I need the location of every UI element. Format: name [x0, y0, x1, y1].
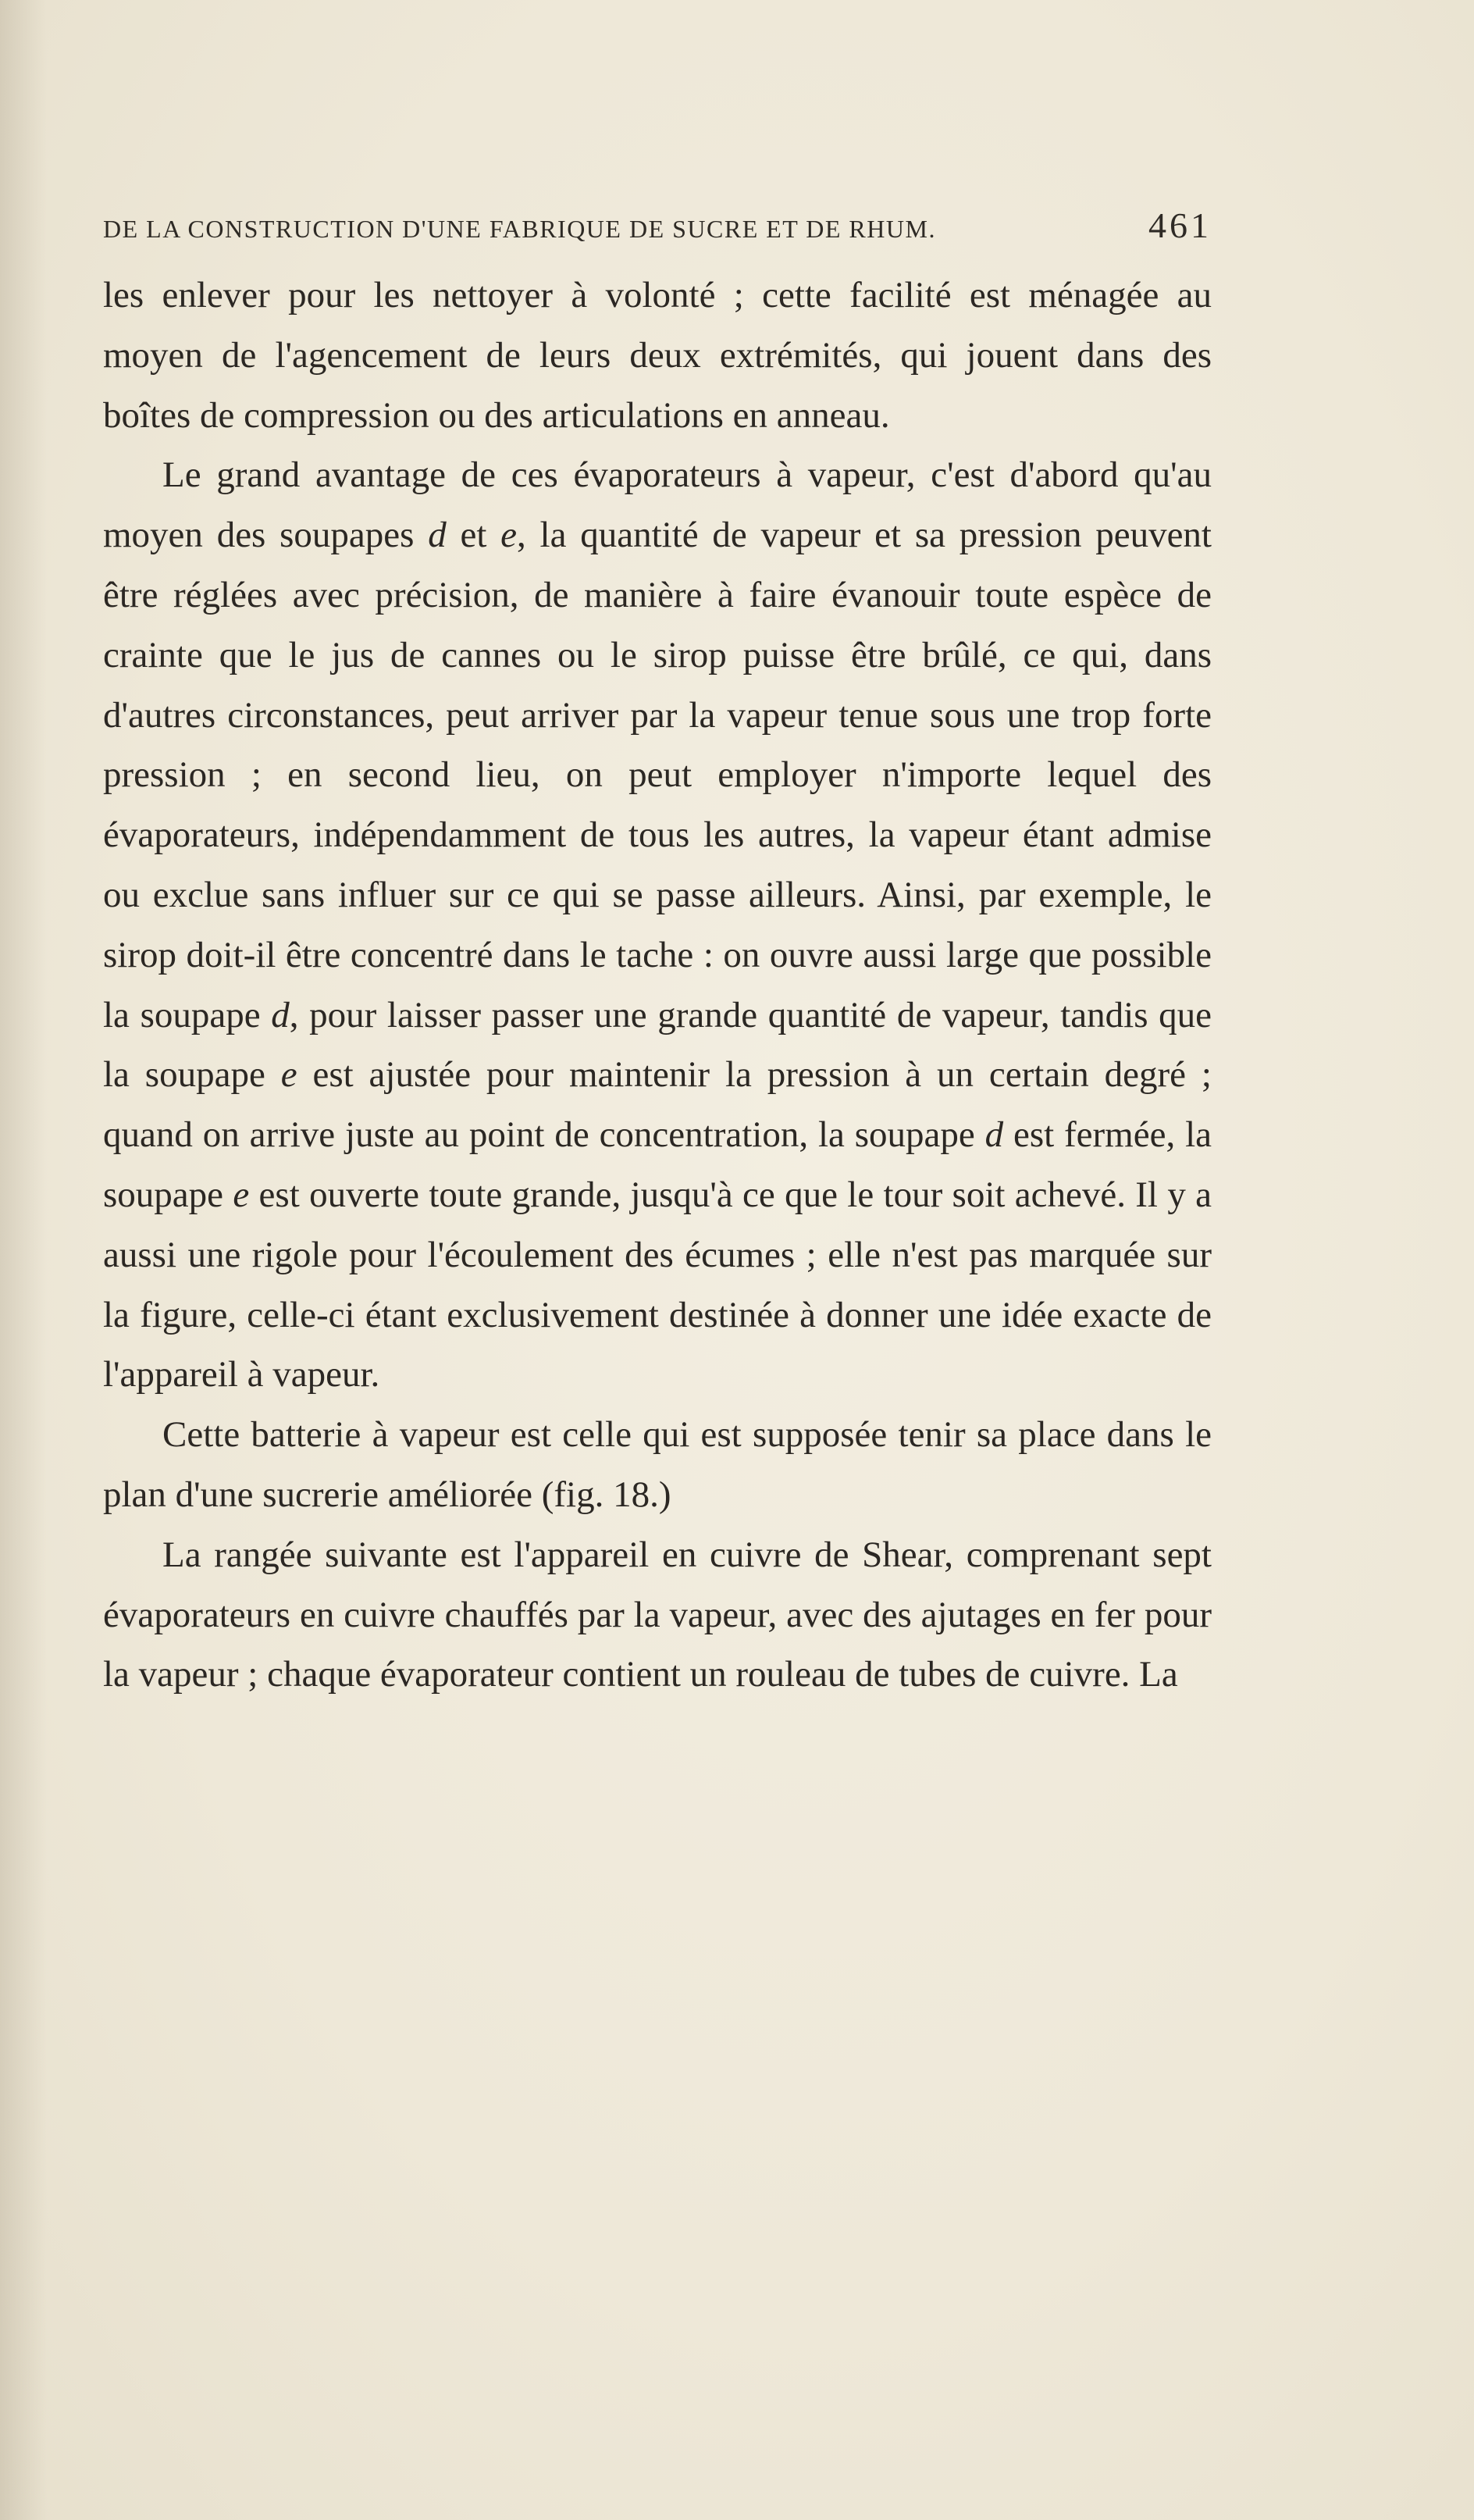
- paragraph-2-text-6: est fermée, la soupape: [103, 1114, 1212, 1215]
- paragraph-2-text-4: , pour laisser passer une grande quantité de vapeur, tandis que la soupape: [103, 994, 1212, 1096]
- paragraph-4-text: La rangée suivante est l'appareil en cuivre de Shear, comprenant sept évaporateurs en cuivre chauffés par la vapeur, avec des ajutages en fer pour la vapeur ; chaque évaporateur contient un rouleau de tubes de cuivre. La: [103, 1534, 1212, 1695]
- running-head: [103, 205, 1212, 251]
- valve-e-label: e: [233, 1174, 250, 1215]
- valve-e-label: e: [280, 1054, 297, 1096]
- valve-e-label: e: [500, 515, 518, 556]
- page-number: 461: [1148, 205, 1212, 245]
- paragraph-2-text-3: , la quantité de vapeur et sa pression peuvent être réglées avec précision, de manière à faire évanouir toute espèce de crainte que le jus de cannes ou le sirop puisse être brûlé, ce qui, dans d'autres circonstances, peut arriver par la vapeur tenue sous une trop forte pression ; en second lieu, on peut employer n'importe lequel des évaporateurs, indépendamment de tous les autres, la vapeur étant admise ou exclue sans influer sur ce qui se passe ailleurs. Ainsi, par exemple, le sirop doit-il être concentré dans le tache : on ouvre aussi large que possible la soupape: [103, 515, 1212, 1035]
- paragraph-3-text: Cette batterie à vapeur est celle qui est supposée tenir sa place dans le plan d'une sucrerie améliorée (fig. 18.): [103, 1414, 1212, 1515]
- valve-d-label: d: [428, 515, 447, 556]
- valve-d-label: d: [271, 994, 290, 1035]
- paragraph-4: [103, 1525, 1212, 1705]
- paragraph-2: [103, 445, 1212, 1405]
- paragraph-2-text-2: et: [446, 515, 501, 556]
- valve-d-label: d: [984, 1114, 1004, 1156]
- paragraph-2-text-5: est ajustée pour maintenir la pression à un certain degré ; quand on arrive juste au point de concentration, la soupape: [103, 1054, 1212, 1156]
- spine-shadow: [0, 0, 47, 2520]
- paragraph-1-text: les enlever pour les nettoyer à volonté ; cette facilité est ménagée au moyen de l'agencement de leurs deux extrémités, qui jouent dans des boîtes de compression ou des articulations en anneau.: [103, 275, 1212, 436]
- body-text: [103, 266, 1212, 1705]
- paragraph-2-text-7: est ouverte toute grande, jusqu'à ce que le tour soit achevé. Il y a aussi une rigole pour l'écoulement des écumes ; elle n'est pas marquée sur la figure, celle-ci étant exclusivement destinée à donner une idée exacte de l'appareil à vapeur.: [103, 1174, 1212, 1395]
- paragraph-1: [103, 266, 1212, 445]
- running-head-title: DE LA CONSTRUCTION D'UNE FABRIQUE DE SUCRE ET DE RHUM.: [103, 215, 936, 243]
- paragraph-3: [103, 1405, 1212, 1525]
- paragraph-2-text-1: Le grand avantage de ces évaporateurs à vapeur, c'est d'abord qu'au moyen des soupapes: [103, 454, 1212, 556]
